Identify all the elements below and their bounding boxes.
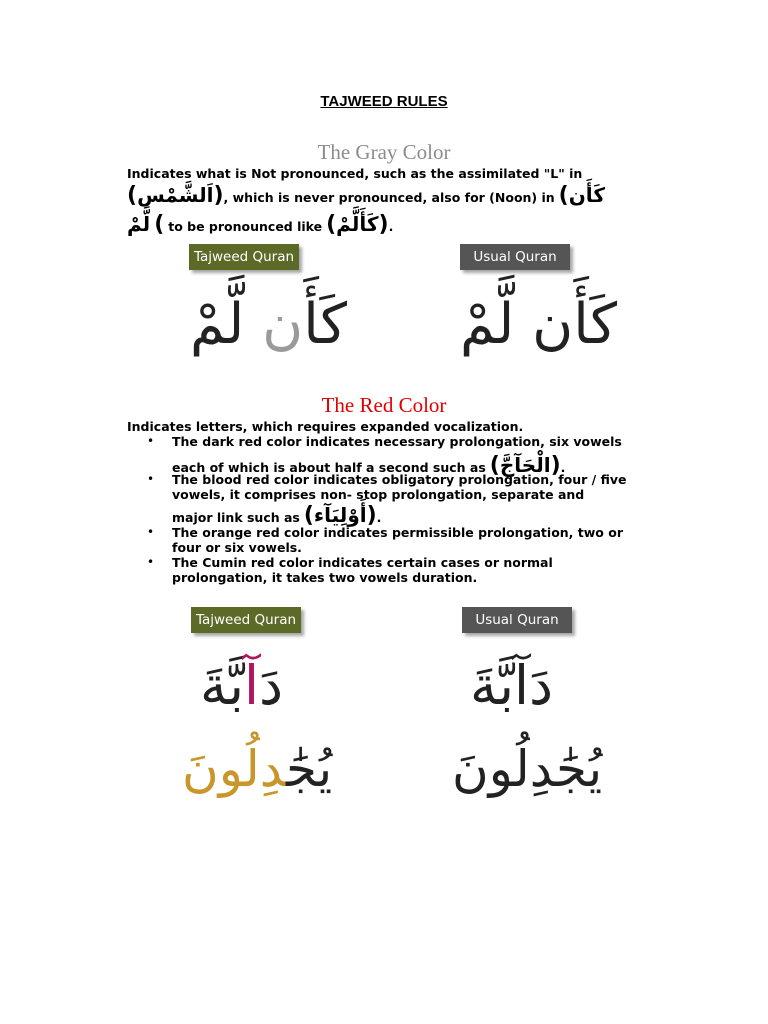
gray-color-heading: The Gray Color <box>317 140 451 164</box>
red-color-heading: The Red Color <box>321 393 447 417</box>
gray-line-1-text: Indicates what is Not pronounced, such as the assimilated "L" in <box>127 166 583 181</box>
page-title: TAJWEED RULES <box>320 93 448 110</box>
usual-quran-label: Usual Quran <box>462 607 572 633</box>
open-paren: ( <box>326 212 337 237</box>
red-intro-text: Indicates letters, which requires expanded vocalization. <box>127 419 524 434</box>
list-item <box>145 434 645 478</box>
arabic-shams: اَلشَّمْس <box>137 183 214 207</box>
tajweed-example-kaan-lam <box>190 292 347 357</box>
close-paren: ) <box>378 212 389 237</box>
arabic-kaallam: كَأَلَّمْ <box>336 212 379 236</box>
bullet: • <box>147 555 155 569</box>
bullet-2-line-2: major link such as <box>172 510 300 525</box>
arabic-haaj: الْحَآجَّ <box>499 453 551 477</box>
bullet-3-text: The orange red color indicates permissible prolongation, two or four or six vowels. <box>172 525 623 555</box>
open-paren: ( <box>127 183 138 208</box>
period: . <box>388 219 394 234</box>
kaan-full: كَأَن <box>532 292 618 357</box>
dabbah-alif-madd: آ <box>243 654 259 717</box>
gray-description-line-3 <box>127 212 393 237</box>
tajweed-quran-label: Tajweed Quran <box>191 607 301 633</box>
arabic-lam: لَّمْ <box>127 212 151 236</box>
kaan-part: كَأَ <box>303 292 348 357</box>
bullet-2-text: The blood red color indicates obligatory prolongation, four / five vowels, it comprises non- stop prolongation, separate and <box>172 472 627 502</box>
bullet-1-line-2: each of which is about half a second such as <box>172 460 486 475</box>
usual-quran-label: Usual Quran <box>460 244 570 270</box>
tajweed-example-yujadiloon <box>182 740 332 798</box>
open-paren: ( <box>558 183 569 208</box>
close-paren: ) <box>213 183 224 208</box>
period: . <box>560 460 566 475</box>
bullet: • <box>147 472 155 486</box>
lam-part: لَّمْ <box>190 292 245 357</box>
bullet: • <box>147 434 155 448</box>
gray-line-2-text: , which is never pronounced, also for (Noon) in <box>223 190 555 205</box>
list-item <box>145 472 645 528</box>
open-paren: ( <box>489 453 500 478</box>
tajweed-example-dabbah <box>200 654 283 717</box>
usual-example-dabbah: دَآبَّةَ <box>470 654 554 717</box>
tajweed-quran-label: Tajweed Quran <box>189 244 299 270</box>
bullet-1-line-1: The dark red color indicates necessary prolongation, six vowels <box>172 434 622 449</box>
list-item <box>145 555 645 585</box>
yujadiloon-cumin-part: دِلُونَ <box>182 740 287 798</box>
silent-noon: ن <box>262 292 304 357</box>
period: . <box>376 510 382 525</box>
gray-line-3-text: to be pronounced like <box>168 219 323 234</box>
lam-part: لَّمْ <box>460 292 515 357</box>
red-rules-list <box>145 434 645 585</box>
dabbah-rest: بَّةَ <box>200 654 244 717</box>
close-paren: ) <box>366 503 377 528</box>
open-paren: ( <box>303 503 314 528</box>
usual-example-yujadiloon: يُجَٰدِلُونَ <box>452 740 603 798</box>
yujadiloon-a: يُجَٰ <box>286 740 333 798</box>
bullet-4-text: The Cumin red color indicates certain cases or normal prolongation, it takes two vowels duration. <box>172 555 553 585</box>
list-item <box>145 525 645 555</box>
arabic-awliya: أَوْلِيَآء <box>313 503 367 527</box>
arabic-kaan: كَأَن <box>568 183 605 207</box>
dabbah-d: دَ <box>259 654 284 717</box>
usual-example-kaan-lam <box>460 292 617 357</box>
bullet: • <box>147 525 155 539</box>
gray-description-line-1 <box>127 166 582 181</box>
gray-description-line-2 <box>127 183 605 208</box>
open-paren: ( <box>154 212 165 237</box>
close-paren: ) <box>550 453 561 478</box>
red-intro <box>127 419 523 434</box>
